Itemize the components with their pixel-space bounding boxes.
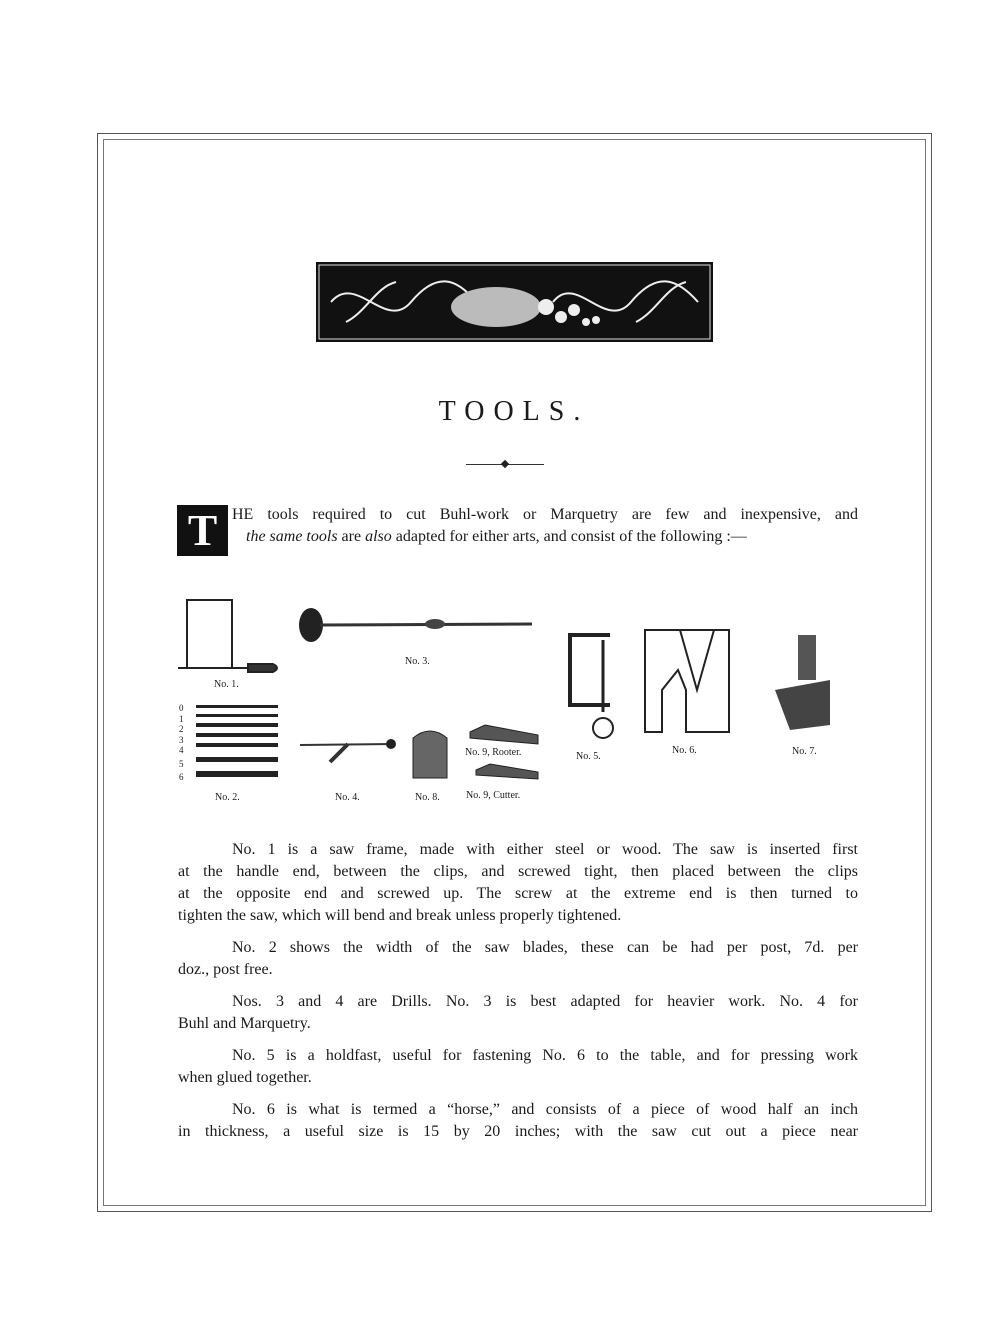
blade-size: 6 <box>179 772 184 782</box>
blade-size-numbers <box>179 703 184 783</box>
figure-label-no8: No. 8. <box>415 792 440 803</box>
drill-no4-figure <box>300 739 396 762</box>
text-line: at the handle end, between the clips, and screwed tight, then placed between the clips <box>178 863 858 880</box>
text-line: doz., post free. <box>178 961 273 978</box>
text-line: Buhl and Marquetry. <box>178 1015 311 1032</box>
text-line: tighten the saw, which will bend and break unless properly tightened. <box>178 907 622 924</box>
blade-size: 4 <box>179 745 184 755</box>
paragraph <box>178 991 858 1035</box>
holdfast-figure <box>570 635 613 738</box>
text-line: No. 1 is a saw frame, made with either steel or wood. The saw is inserted first <box>232 841 858 858</box>
figure-label-no1: No. 1. <box>214 679 239 690</box>
text-line: Nos. 3 and 4 are Drills. No. 3 is best adapted for heavier work. No. 4 for <box>232 993 858 1010</box>
saw-blades-figure <box>196 705 278 777</box>
figure-label-no2: No. 2. <box>215 792 240 803</box>
text: adapted for either arts, and consist of the following :— <box>391 528 747 545</box>
tool-no7-figure <box>775 635 830 730</box>
horse-figure <box>645 630 729 732</box>
block-no8-figure <box>413 731 447 778</box>
figure-label-no4: No. 4. <box>335 792 360 803</box>
text-line: No. 6 is what is termed a “horse,” and consists of a piece of wood half an inch <box>232 1101 858 1118</box>
figure-label-no3: No. 3. <box>405 656 430 667</box>
text-line: No. 2 shows the width of the saw blades, these can be had per post, 7d. per <box>232 939 858 956</box>
figure-label-no7: No. 7. <box>792 746 817 757</box>
text-line: in thickness, a useful size is 15 by 20 inches; with the saw cut out a piece near <box>178 1123 858 1140</box>
text-line: when glued together. <box>178 1069 312 1086</box>
saw-frame-figure <box>178 600 277 672</box>
drill-no3-figure <box>299 608 532 642</box>
page-title: TOOLS. <box>438 396 590 427</box>
blade-size: 3 <box>179 734 184 745</box>
body-text <box>178 839 858 1153</box>
figure-label-no5: No. 5. <box>576 751 601 762</box>
paragraph <box>178 1045 858 1089</box>
blade-size: 5 <box>179 758 184 769</box>
blade-size: 0 <box>179 703 184 713</box>
paragraph <box>178 839 858 927</box>
figure-label-no6: No. 6. <box>672 745 697 756</box>
drop-cap: T <box>177 505 228 556</box>
figure-label-no9-cutter: No. 9, Cutter. <box>466 790 521 801</box>
text-line: at the opposite end and screwed up. The screw at the extreme end is then turned to <box>178 885 858 902</box>
text-line: No. 5 is a holdfast, useful for fastening No. 6 to the table, and for pressing work <box>232 1047 858 1064</box>
intro-line: HE tools required to cut Buhl-work or Marquetry are few and inexpensive, and <box>232 506 858 523</box>
paragraph <box>178 937 858 981</box>
figure-label-no9-rooter: No. 9, Rooter. <box>465 747 522 758</box>
blade-size: 2 <box>179 724 184 734</box>
italic-text: the same tools <box>246 528 338 545</box>
paragraph <box>178 1099 858 1143</box>
blade-size: 1 <box>179 713 184 724</box>
text: are <box>337 528 366 545</box>
italic-text: also <box>365 528 392 545</box>
